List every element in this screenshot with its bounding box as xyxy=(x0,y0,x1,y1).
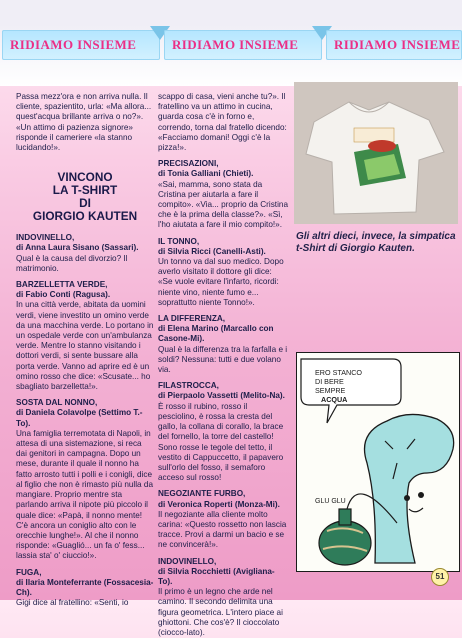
banner-label: RIDIAMO INSIEME xyxy=(172,37,299,52)
page-number: 51 xyxy=(431,568,449,586)
joke-author: di Tonia Galliani (Chieti). xyxy=(158,169,254,179)
joke-item xyxy=(16,233,154,274)
tshirt-photo xyxy=(294,82,458,224)
winners-line: VINCONO xyxy=(57,170,113,185)
joke-continuation: scappo di casa, vieni anche tu?». Il fratellino va un attimo in cucina, guarda cosa c'è in forno e, correndo, torna dal fratello dicendo: «Facciamo domani! Oggi c'è la pizza!». xyxy=(158,92,287,153)
joke-body: Qual è la causa del divorzio? Il matrimonio. xyxy=(16,253,128,273)
joke-item xyxy=(158,381,288,483)
joke-author: di Silvia Ricci (Canelli-Asti). xyxy=(158,246,266,256)
column-left xyxy=(16,92,154,608)
joke-title: FUGA, xyxy=(16,567,42,577)
joke-title: INDOVINELLO, xyxy=(158,556,217,566)
banner-label: RIDIAMO INSIEME xyxy=(334,37,461,52)
joke-body: Il negoziante alla cliente molto carina: «Questo rossetto non lascia tracce. Provi a darmi un bacio e se ne convincerà!». xyxy=(158,509,287,550)
joke-author: di Veronica Roperti (Monza-Mi). xyxy=(158,499,280,509)
joke-item xyxy=(158,489,288,550)
joke-author: di Pierpaolo Vassetti (Melito-Na). xyxy=(158,391,285,401)
joke-item xyxy=(158,237,288,308)
banner-label: RIDIAMO INSIEME xyxy=(10,37,137,52)
winners-heading xyxy=(16,171,154,223)
winners-line: GIORGIO KAUTEN xyxy=(32,209,138,224)
joke-body: Il primo è un legno che arde nel camino. Il secondo delimita una figura geometrica. L'intero piace ai ghiottoni. Che cos'è? Il cioccolato (ciocco-lato). xyxy=(158,587,283,637)
joke-title: FILASTROCCA, xyxy=(158,381,219,391)
joke-item xyxy=(158,314,288,375)
winners-line: LA T-SHIRT xyxy=(52,183,118,198)
joke-title: IL TONNO, xyxy=(158,236,200,246)
joke-body: Un tonno va dal suo medico. Dopo averlo visitato il dottore gli dice: «Se vuole evitare l'infarto, ricordi: niente vino, niente fumo e... soprattutto niente Tonno!». xyxy=(158,257,284,307)
column-middle xyxy=(158,92,288,638)
sound-effect: GLU GLU xyxy=(315,498,346,505)
joke-item xyxy=(158,159,288,230)
joke-body: Gigi dice al fratellino: «Senti, io xyxy=(16,598,129,608)
joke-title: BARZELLETTA VERDE, xyxy=(16,280,108,290)
joke-continuation: Passa mezz'ora e non arriva nulla. Il cliente, spazientito, urla: «Ma allora... quest'acqua brillante arriva o no?». «Un attimo di pazienza signore» risponde il cameriere «la stanno lucidando!». xyxy=(16,92,152,153)
banner-flag-2 xyxy=(164,30,322,60)
joke-title: PRECISAZIONI, xyxy=(158,159,219,169)
joke-title: INDOVINELLO, xyxy=(16,233,75,243)
joke-author: di Ilaria Monteferrante (Fossacesia-Ch). xyxy=(16,577,154,597)
joke-title: SOSTA DAL NONNO, xyxy=(16,398,98,408)
joke-body: Qual è la differenza tra la farfalla e i soldi? Nessuna: tutti e due volano via. xyxy=(158,344,288,375)
joke-author: di Silvia Rocchietti (Avigliana-To). xyxy=(158,566,275,586)
tshirt-image xyxy=(294,82,458,224)
joke-author: di Daniela Colavolpe (Settimo T.-To). xyxy=(16,408,143,428)
joke-author: di Elena Marino (Marcallo con Casone-Mi). xyxy=(158,324,274,344)
cartoon-drawing xyxy=(297,353,459,571)
banner-flag-3 xyxy=(326,30,462,60)
joke-body: È rosso il rubino, rosso il pesciolino, è rossa la cresta del gallo, la collana di corallo, la brace del fornello, la torre del castello! Sono rosse le tegole del tetto, il vestito di Cappuccetto, il papavero sull'orlo del fosso, il semaforo acceso sul rosso! xyxy=(158,401,284,483)
joke-item xyxy=(158,557,288,638)
joke-body: «Sai, mamma, sono stata da Cristina per aiutarla a fare il compito». «Via... proprio da Cristina che è la prima della classe?». «Sì, l'ho aiutata a fare il mio compito!». xyxy=(158,179,289,230)
joke-body: Una famiglia terremotata di Napoli, in attesa di una sistemazione, si reca dai genitori in campagna. Dopo un mese, durante il quale il nonno ha fatto arrosto tutti i polli e i conigli, dice al figlio che non è rimasto più nulla da mangiare. Proprio mentre sta parlando arriva il nipote più piccolo il quale dice: «Papà, il nonno mente! C'è ancora un coniglio alto con le orecchie lunghe!». Al che il nonno risponde: «Guaglió... un fa o' fess... lassia sta' o' ciuccio!». xyxy=(16,428,153,561)
joke-author: di Fabio Conti (Ragusa). xyxy=(16,290,111,300)
joke-body: In una città verde, abitata da uomini verdi, viene investito un omino verde da una macchina verde. Lo portano in un ospedale verde con un'ambulanza verde. Mentre lo stanno visitando i dottori verdi, si sente bussare alla porta verde. Vanno ad aprire ed è un omino rosso che dice: «Scusate... ho sbagliato barzelletta!». xyxy=(16,300,154,392)
speech-text: ERO STANCO DI BERE SEMPRE ACQUA xyxy=(315,368,362,404)
joke-item xyxy=(16,568,154,609)
banner-flag-1 xyxy=(2,30,160,60)
winners-line: DI xyxy=(79,196,91,211)
joke-title: NEGOZIANTE FURBO, xyxy=(158,489,246,499)
joke-author: di Anna Laura Sisano (Sassari). xyxy=(16,243,139,253)
joke-item xyxy=(16,280,154,392)
joke-title: LA DIFFERENZA, xyxy=(158,314,226,324)
photo-caption: Gli altri dieci, invece, la simpatica t-Shirt di Giorgio Kauten. xyxy=(296,231,456,254)
joke-item xyxy=(16,398,154,561)
cartoon-panel xyxy=(296,352,460,572)
